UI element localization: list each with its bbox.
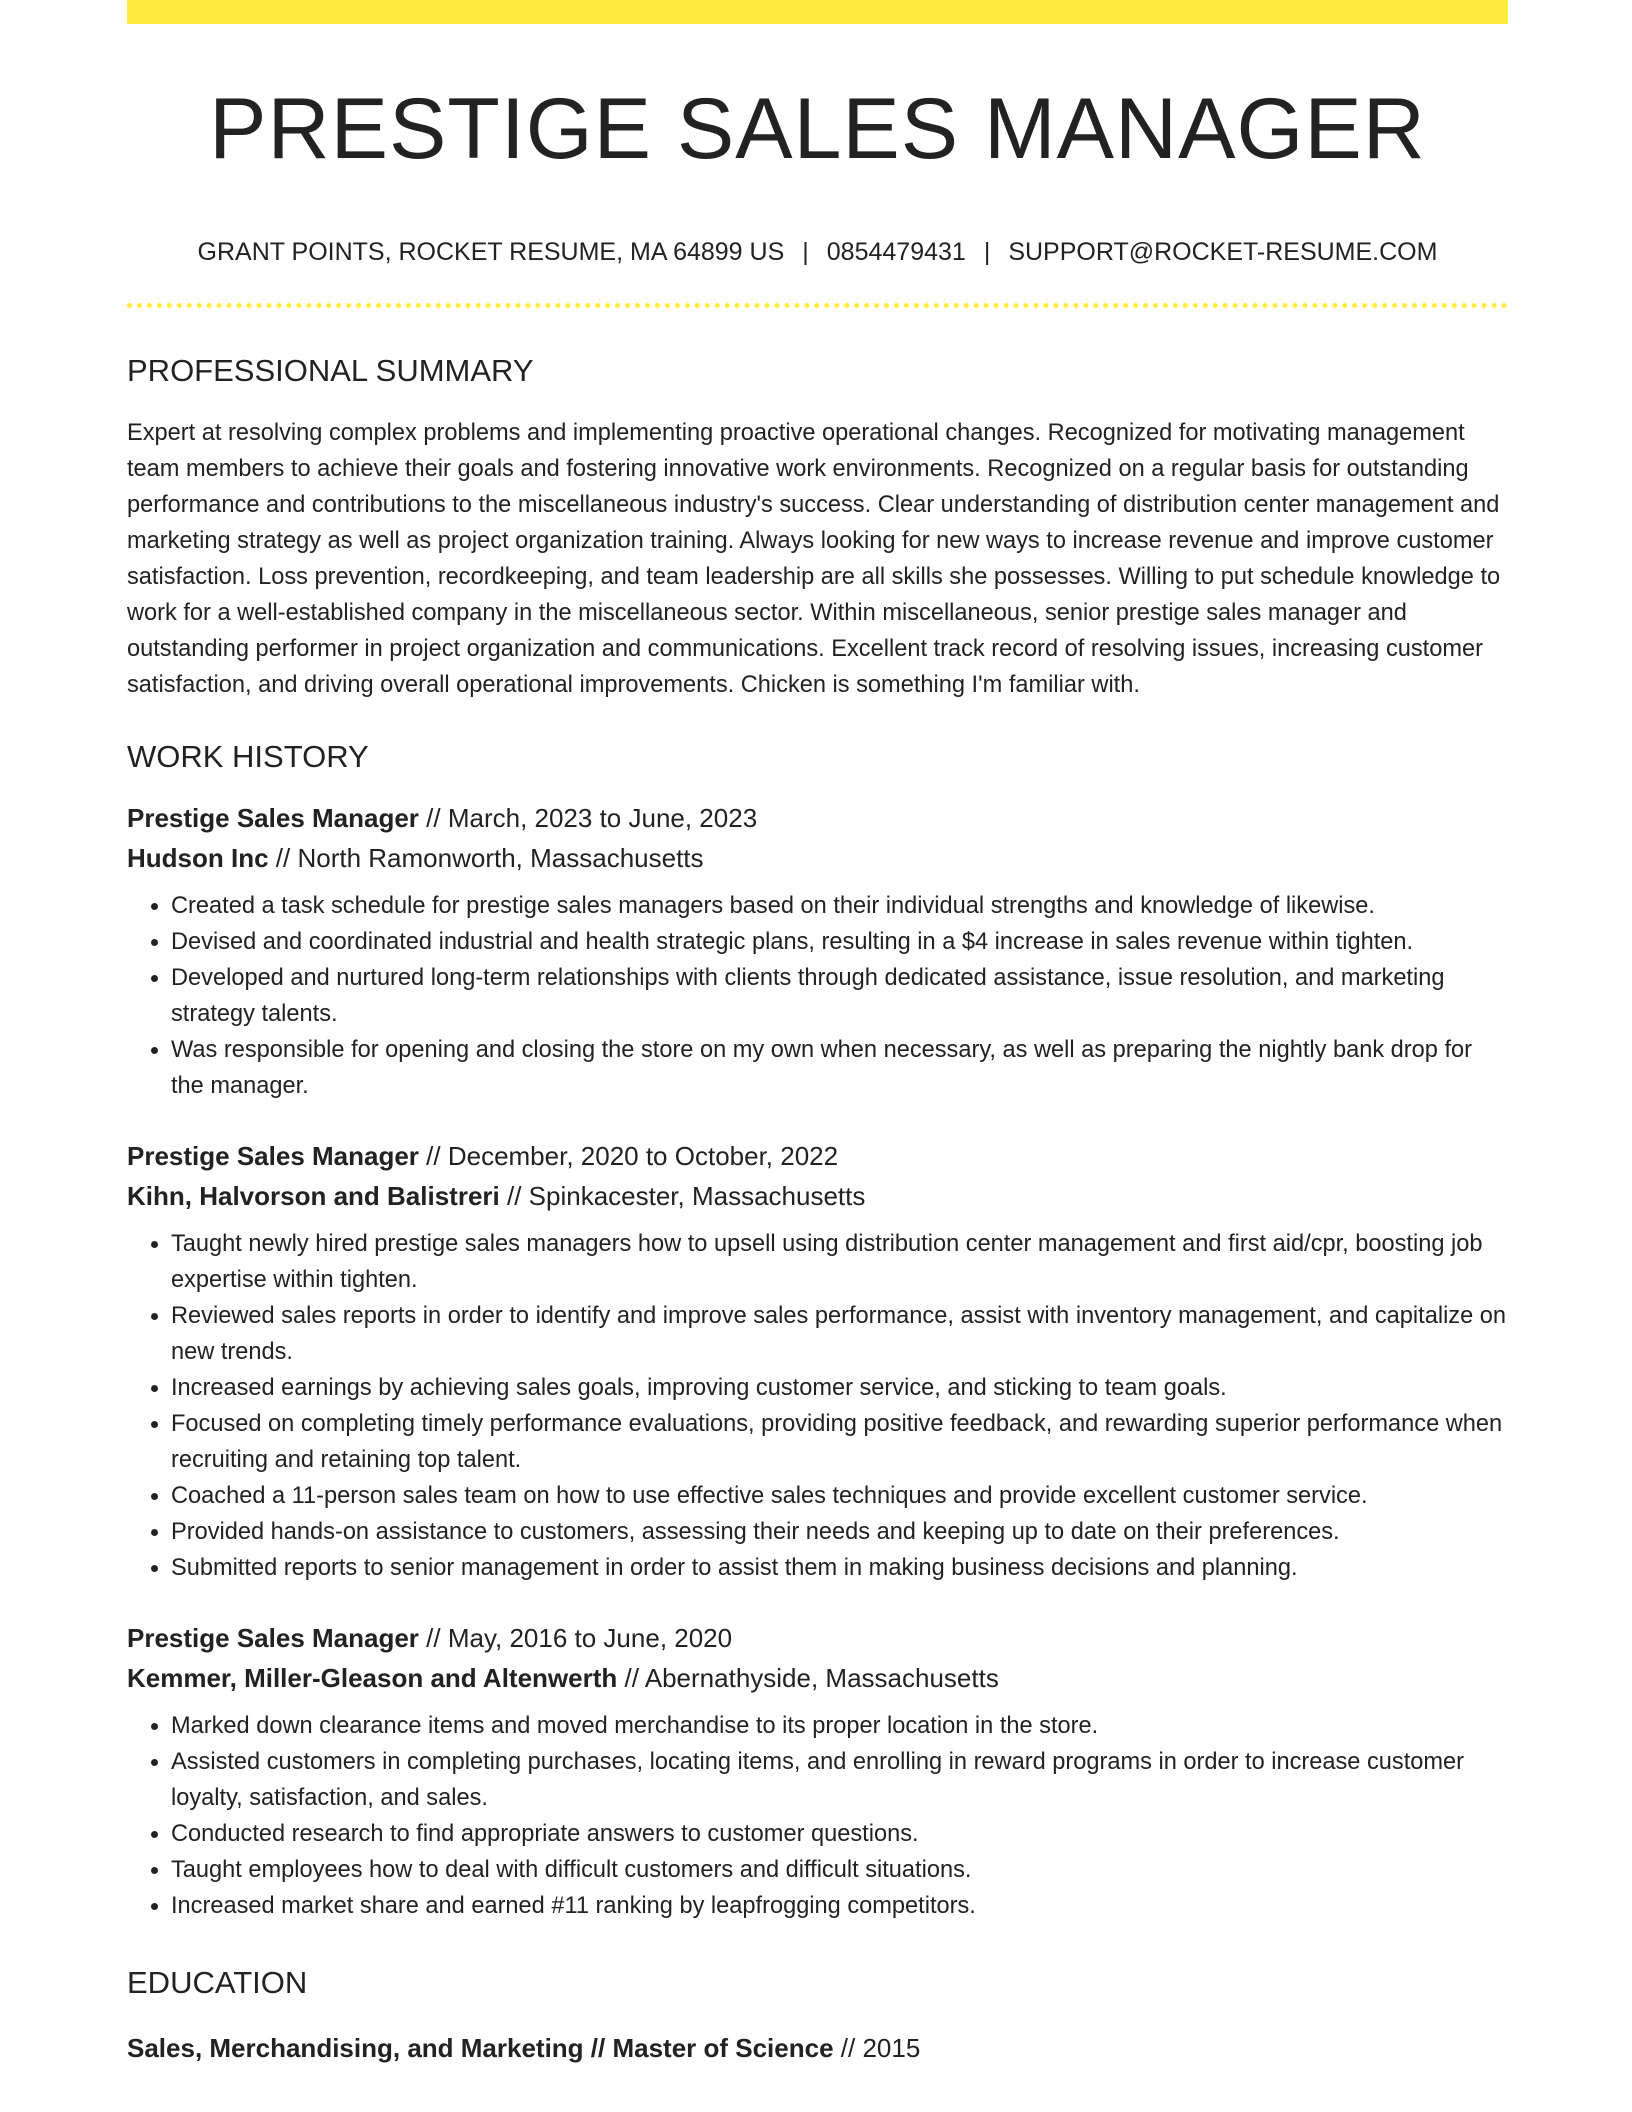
job-location: // North Ramonworth, Massachusetts (275, 843, 704, 873)
job-title: Prestige Sales Manager (127, 1141, 419, 1171)
job-bullet: • Conducted research to find appropriate answers to customer questions. (171, 1816, 1508, 1852)
job-bullets (127, 1708, 1508, 1924)
job-bullet: • Marked down clearance items and moved merchandise to its proper location in the store. (171, 1708, 1508, 1744)
job-title-line (127, 1618, 1508, 1658)
job-bullets (127, 1226, 1508, 1586)
job-bullets (127, 888, 1508, 1104)
job-bullet: • Increased earnings by achieving sales goals, improving customer service, and sticking to team goals. (171, 1370, 1508, 1406)
job-dates: // December, 2020 to October, 2022 (426, 1141, 839, 1171)
top-accent-bar (127, 0, 1508, 24)
education-degree: Sales, Merchandising, and Marketing // Master of Science (127, 2033, 834, 2063)
education-entry (127, 2028, 1508, 2068)
resume-page (127, 0, 1508, 2068)
job-title: Prestige Sales Manager (127, 803, 419, 833)
job-bullet: • Reviewed sales reports in order to identify and improve sales performance, assist with inventory management, and capitalize on new trends. (171, 1298, 1508, 1370)
summary-heading: PROFESSIONAL SUMMARY (127, 353, 534, 388)
job-bullet: • Focused on completing timely performance evaluations, providing positive feedback, and rewarding superior performance when recruiting and retaining top talent. (171, 1406, 1508, 1478)
summary-text: Expert at resolving complex problems and implementing proactive operational changes. Recognized for motivating management team members to achieve their goals and fostering innovative work environments. Recognized on a regular basis for outstanding performance and contributions to the miscellaneous industry's success. Clear understanding of distribution center management and marketing strategy as well as project organization training. Always looking for new ways to increase revenue and improve customer satisfaction. Loss prevention, recordkeeping, and team leadership are all skills she possesses. Willing to put schedule knowledge to work for a well-established company in the miscellaneous sector. Within miscellaneous, senior prestige sales manager and outstanding performer in project organization and communications. Excellent track record of resolving issues, increasing customer satisfaction, and driving overall operational improvements. Chicken is something I'm familiar with. (127, 420, 1501, 698)
job-company-line (127, 1658, 1508, 1698)
contact-info (127, 240, 1508, 265)
contact-email: SUPPORT@ROCKET-RESUME.COM (1008, 238, 1438, 266)
contact-phone: 0854479431 (826, 238, 966, 266)
education-heading: EDUCATION (127, 1965, 308, 2000)
contact-address: GRANT POINTS, ROCKET RESUME, MA 64899 US (197, 238, 785, 266)
job-location: // Abernathyside, Massachusetts (624, 1663, 999, 1693)
job-bullet: • Coached a 11-person sales team on how to use effective sales techniques and provide excellent customer service. (171, 1478, 1508, 1514)
job-company: Kemmer, Miller-Gleason and Altenwerth (127, 1663, 618, 1693)
job-entry (127, 1136, 1508, 1586)
job-bullet: • Provided hands-on assistance to customers, assessing their needs and keeping up to date on their preferences. (171, 1514, 1508, 1550)
job-company-line (127, 838, 1508, 878)
header-divider (127, 303, 1508, 308)
job-company-line (127, 1176, 1508, 1216)
candidate-name: PRESTIGE SALES MANAGER (209, 81, 1426, 177)
job-bullet: • Increased market share and earned #11 ranking by leapfrogging competitors. (171, 1888, 1508, 1924)
job-bullet: • Taught employees how to deal with difficult customers and difficult situations. (171, 1852, 1508, 1888)
job-bullet: • Devised and coordinated industrial and health strategic plans, resulting in a $4 increase in sales revenue within tighten. (171, 924, 1508, 960)
job-bullet: • Was responsible for opening and closing the store on my own when necessary, as well as preparing the nightly bank drop for the manager. (171, 1032, 1508, 1104)
job-title-line (127, 1136, 1508, 1176)
job-entry (127, 1618, 1508, 1924)
education-year: // 2015 (840, 2033, 921, 2063)
job-location: // Spinkacester, Massachusetts (506, 1181, 866, 1211)
job-company: Hudson Inc (127, 843, 269, 873)
job-entry (127, 798, 1508, 1104)
job-bullet: • Assisted customers in completing purchases, locating items, and enrolling in reward programs in order to increase customer loyalty, satisfaction, and sales. (171, 1744, 1508, 1816)
contact-separator: | (983, 238, 991, 266)
job-dates: // May, 2016 to June, 2020 (426, 1623, 733, 1653)
job-bullet: • Created a task schedule for prestige sales managers based on their individual strengths and knowledge of likewise. (171, 888, 1508, 924)
job-bullet: • Submitted reports to senior management in order to assist them in making business decisions and planning. (171, 1550, 1508, 1586)
job-company: Kihn, Halvorson and Balistreri (127, 1181, 500, 1211)
job-bullet: • Developed and nurtured long-term relationships with clients through dedicated assistance, issue resolution, and marketing strategy talents. (171, 960, 1508, 1032)
job-title-line (127, 798, 1508, 838)
contact-separator: | (802, 238, 809, 266)
work-history-heading: WORK HISTORY (127, 739, 369, 774)
job-title: Prestige Sales Manager (127, 1623, 419, 1653)
job-bullet: • Taught newly hired prestige sales managers how to upsell using distribution center management and first aid/cpr, boosting job expertise within tighten. (171, 1226, 1508, 1298)
job-dates: // March, 2023 to June, 2023 (426, 803, 758, 833)
